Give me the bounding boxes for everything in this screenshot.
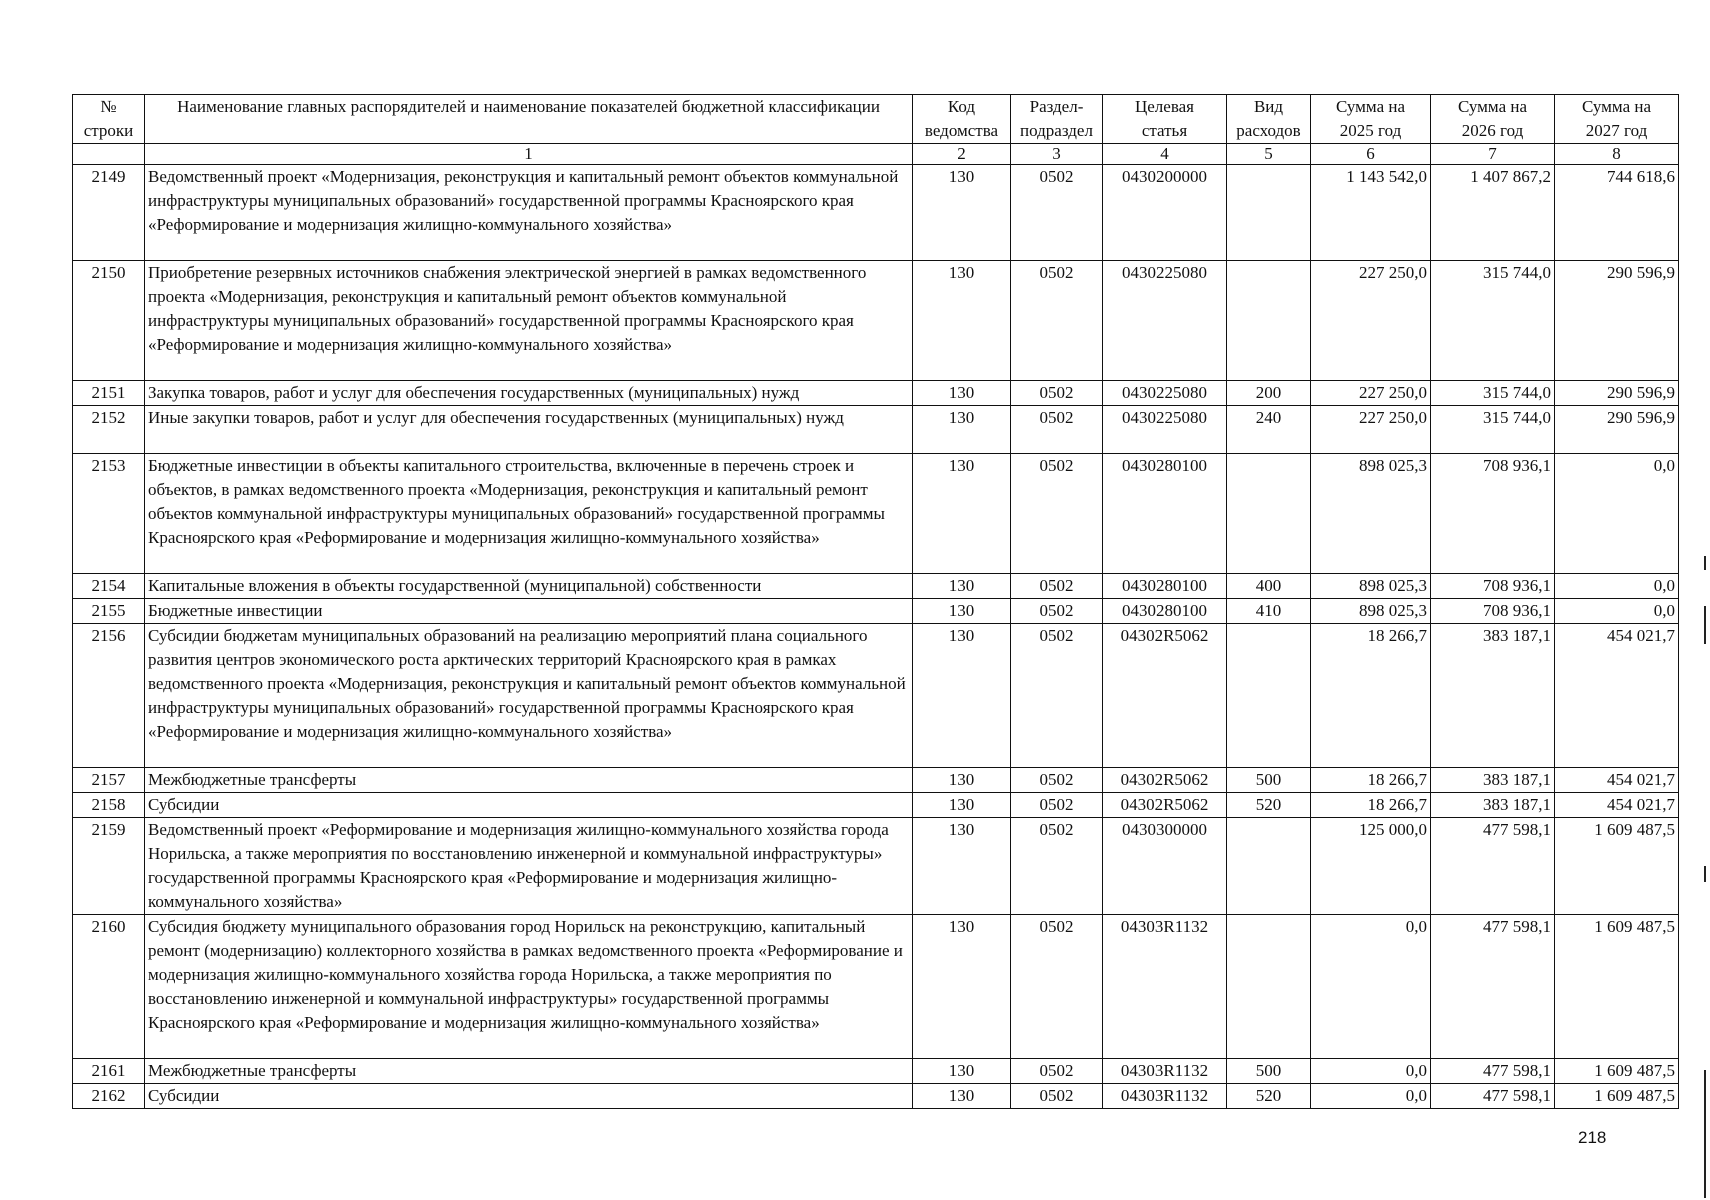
sum-2026-cell: 315 744,0 [1431,261,1555,381]
table-row [73,406,1679,454]
column-number: 1 [145,144,913,165]
sum-2026-cell: 1 407 867,2 [1431,165,1555,261]
target-article-cell: 0430280100 [1103,574,1227,599]
target-article-cell: 0430280100 [1103,599,1227,624]
dept-code-cell: 130 [913,261,1011,381]
table-row [73,261,1679,381]
sum-2027-cell: 0,0 [1555,454,1679,574]
expense-type-cell [1227,818,1311,915]
sum-2027-cell: 0,0 [1555,574,1679,599]
section-cell: 0502 [1011,793,1103,818]
row-name-cell: Закупка товаров, работ и услуг для обеспечения государственных (муниципальных) нужд [145,381,913,406]
sum-2026-cell: 477 598,1 [1431,818,1555,915]
sum-2026-cell: 708 936,1 [1431,574,1555,599]
row-name-cell: Субсидия бюджету муниципального образования город Норильск на реконструкцию, капитальный ремонт (модернизацию) коллекторного хозяйства в рамках ведомственного проекта «Реформирование и модернизация жилищно-коммунального хозяйства города Норильска, а также мероприятия по восстановлению инженерной и коммунальной инфраструктуры» государственной программы Красноярского края «Реформирование и модернизация жилищно-коммунального хозяйства» [145,915,913,1059]
dept-code-cell: 130 [913,599,1011,624]
row-number-cell: 2162 [73,1084,145,1109]
sum-2026-cell: 708 936,1 [1431,599,1555,624]
column-number: 7 [1431,144,1555,165]
page-number: 218 [1578,1128,1607,1147]
dept-code-cell: 130 [913,454,1011,574]
row-number-cell: 2161 [73,1059,145,1084]
table-row [73,818,1679,915]
section-cell: 0502 [1011,574,1103,599]
target-article-cell: 0430225080 [1103,406,1227,454]
budget-table [72,94,1679,1109]
expense-type-cell [1227,454,1311,574]
row-name-cell: Межбюджетные трансферты [145,768,913,793]
scan-mark [1704,556,1706,570]
header-sum-2025: Сумма на 2025 год [1311,95,1431,144]
row-name-cell: Субсидии [145,793,913,818]
sum-2027-cell: 454 021,7 [1555,624,1679,768]
sum-2025-cell: 0,0 [1311,1084,1431,1109]
table-row [73,1059,1679,1084]
column-number [73,144,145,165]
row-number-cell: 2152 [73,406,145,454]
sum-2027-cell: 290 596,9 [1555,261,1679,381]
sum-2025-cell: 227 250,0 [1311,261,1431,381]
column-number: 6 [1311,144,1431,165]
dept-code-cell: 130 [913,818,1011,915]
target-article-cell: 0430200000 [1103,165,1227,261]
sum-2026-cell: 383 187,1 [1431,768,1555,793]
sum-2027-cell: 454 021,7 [1555,768,1679,793]
sum-2026-cell: 383 187,1 [1431,793,1555,818]
sum-2027-cell: 744 618,6 [1555,165,1679,261]
row-number-cell: 2151 [73,381,145,406]
header-target-article: Целевая статья [1103,95,1227,144]
expense-type-cell: 500 [1227,1059,1311,1084]
sum-2027-cell: 0,0 [1555,599,1679,624]
header-dept-code: Код ведомства [913,95,1011,144]
section-cell: 0502 [1011,818,1103,915]
sum-2025-cell: 125 000,0 [1311,818,1431,915]
sum-2026-cell: 477 598,1 [1431,1059,1555,1084]
column-number: 5 [1227,144,1311,165]
sum-2025-cell: 0,0 [1311,1059,1431,1084]
expense-type-cell: 410 [1227,599,1311,624]
table-row [73,915,1679,1059]
sum-2027-cell: 1 609 487,5 [1555,915,1679,1059]
sum-2025-cell: 898 025,3 [1311,574,1431,599]
row-name-cell: Субсидии [145,1084,913,1109]
section-cell: 0502 [1011,1084,1103,1109]
dept-code-cell: 130 [913,574,1011,599]
section-cell: 0502 [1011,261,1103,381]
expense-type-cell: 400 [1227,574,1311,599]
sum-2025-cell: 1 143 542,0 [1311,165,1431,261]
section-cell: 0502 [1011,1059,1103,1084]
header-row-number: № строки [73,95,145,144]
scan-mark [1704,866,1706,882]
row-name-cell: Ведомственный проект «Модернизация, реконструкция и капитальный ремонт объектов коммунальной инфраструктуры муниципальных образований» государственной программы Красноярского края «Реформирование и модернизация жилищно-коммунального хозяйства» [145,165,913,261]
sum-2026-cell: 383 187,1 [1431,624,1555,768]
target-article-cell: 0430225080 [1103,261,1227,381]
table-body [73,165,1679,1109]
column-number: 4 [1103,144,1227,165]
target-article-cell: 04303R1132 [1103,915,1227,1059]
column-number: 3 [1011,144,1103,165]
target-article-cell: 04302R5062 [1103,624,1227,768]
target-article-cell: 04303R1132 [1103,1059,1227,1084]
sum-2026-cell: 315 744,0 [1431,406,1555,454]
expense-type-cell: 200 [1227,381,1311,406]
sum-2026-cell: 477 598,1 [1431,915,1555,1059]
sum-2025-cell: 227 250,0 [1311,381,1431,406]
scan-mark [1704,606,1706,644]
sum-2025-cell: 898 025,3 [1311,599,1431,624]
row-number-cell: 2160 [73,915,145,1059]
dept-code-cell: 130 [913,793,1011,818]
expense-type-cell [1227,915,1311,1059]
table-row [73,1084,1679,1109]
sum-2025-cell: 227 250,0 [1311,406,1431,454]
expense-type-cell [1227,165,1311,261]
sum-2027-cell: 1 609 487,5 [1555,1084,1679,1109]
sum-2025-cell: 898 025,3 [1311,454,1431,574]
scan-mark [1704,1070,1706,1198]
sum-2026-cell: 477 598,1 [1431,1084,1555,1109]
expense-type-cell: 500 [1227,768,1311,793]
section-cell: 0502 [1011,454,1103,574]
dept-code-cell: 130 [913,915,1011,1059]
row-name-cell: Субсидии бюджетам муниципальных образований на реализацию мероприятий плана социального развития центров экономического роста арктических территорий Красноярского края в рамках ведомственного проекта «Модернизация, реконструкция и капитальный ремонт объектов коммунальной инфраструктуры муниципальных образований» государственной программы Красноярского края «Реформирование и модернизация жилищно-коммунального хозяйства» [145,624,913,768]
table-row [73,454,1679,574]
table-row [73,165,1679,261]
target-article-cell: 0430225080 [1103,381,1227,406]
sum-2025-cell: 18 266,7 [1311,768,1431,793]
sum-2027-cell: 1 609 487,5 [1555,818,1679,915]
header-sum-2027: Сумма на 2027 год [1555,95,1679,144]
table-header [73,95,1679,165]
dept-code-cell: 130 [913,624,1011,768]
dept-code-cell: 130 [913,1084,1011,1109]
row-name-cell: Приобретение резервных источников снабжения электрической энергией в рамках ведомственного проекта «Модернизация, реконструкция и капитальный ремонт объектов коммунальной инфраструктуры муниципальных образований» государственной программы Красноярского края «Реформирование и модернизация жилищно-коммунального хозяйства» [145,261,913,381]
table-row [73,768,1679,793]
row-name-cell: Иные закупки товаров, работ и услуг для обеспечения государственных (муниципальных) нужд [145,406,913,454]
table-row [73,599,1679,624]
sum-2025-cell: 18 266,7 [1311,793,1431,818]
sum-2027-cell: 454 021,7 [1555,793,1679,818]
target-article-cell: 0430300000 [1103,818,1227,915]
target-article-cell: 0430280100 [1103,454,1227,574]
expense-type-cell [1227,624,1311,768]
sum-2027-cell: 290 596,9 [1555,406,1679,454]
section-cell: 0502 [1011,915,1103,1059]
dept-code-cell: 130 [913,406,1011,454]
header-row [73,95,1679,144]
table-row [73,574,1679,599]
row-number-cell: 2154 [73,574,145,599]
row-number-cell: 2150 [73,261,145,381]
column-number-row [73,144,1679,165]
expense-type-cell: 240 [1227,406,1311,454]
target-article-cell: 04302R5062 [1103,793,1227,818]
dept-code-cell: 130 [913,768,1011,793]
expense-type-cell: 520 [1227,1084,1311,1109]
row-name-cell: Ведомственный проект «Реформирование и модернизация жилищно-коммунального хозяйства города Норильска, а также мероприятия по восстановлению инженерной и коммунальной инфраструктуры» государственной программы Красноярского края «Реформирование и модернизация жилищно-коммунального хозяйства» [145,818,913,915]
section-cell: 0502 [1011,381,1103,406]
section-cell: 0502 [1011,768,1103,793]
row-number-cell: 2158 [73,793,145,818]
row-number-cell: 2156 [73,624,145,768]
sum-2027-cell: 290 596,9 [1555,381,1679,406]
column-number: 2 [913,144,1011,165]
header-expense-type: Вид расходов [1227,95,1311,144]
dept-code-cell: 130 [913,381,1011,406]
section-cell: 0502 [1011,165,1103,261]
sum-2026-cell: 708 936,1 [1431,454,1555,574]
row-number-cell: 2153 [73,454,145,574]
sum-2026-cell: 315 744,0 [1431,381,1555,406]
column-number: 8 [1555,144,1679,165]
row-name-cell: Бюджетные инвестиции [145,599,913,624]
expense-type-cell: 520 [1227,793,1311,818]
section-cell: 0502 [1011,406,1103,454]
section-cell: 0502 [1011,599,1103,624]
row-name-cell: Капитальные вложения в объекты государственной (муниципальной) собственности [145,574,913,599]
table-row [73,793,1679,818]
row-name-cell: Бюджетные инвестиции в объекты капитального строительства, включенные в перечень строек и объектов, в рамках ведомственного проекта «Модернизация, реконструкция и капитальный ремонт объектов коммунальной инфраструктуры муниципальных образований» государственной программы Красноярского края «Реформирование и модернизация жилищно-коммунального хозяйства» [145,454,913,574]
sum-2027-cell: 1 609 487,5 [1555,1059,1679,1084]
target-article-cell: 04302R5062 [1103,768,1227,793]
row-name-cell: Межбюджетные трансферты [145,1059,913,1084]
dept-code-cell: 130 [913,165,1011,261]
row-number-cell: 2149 [73,165,145,261]
header-name: Наименование главных распорядителей и наименование показателей бюджетной классификации [145,95,913,144]
table-row [73,624,1679,768]
expense-type-cell [1227,261,1311,381]
row-number-cell: 2159 [73,818,145,915]
sum-2025-cell: 0,0 [1311,915,1431,1059]
row-number-cell: 2155 [73,599,145,624]
sum-2025-cell: 18 266,7 [1311,624,1431,768]
table-row [73,381,1679,406]
row-number-cell: 2157 [73,768,145,793]
section-cell: 0502 [1011,624,1103,768]
header-section: Раздел- подраздел [1011,95,1103,144]
target-article-cell: 04303R1132 [1103,1084,1227,1109]
header-sum-2026: Сумма на 2026 год [1431,95,1555,144]
dept-code-cell: 130 [913,1059,1011,1084]
